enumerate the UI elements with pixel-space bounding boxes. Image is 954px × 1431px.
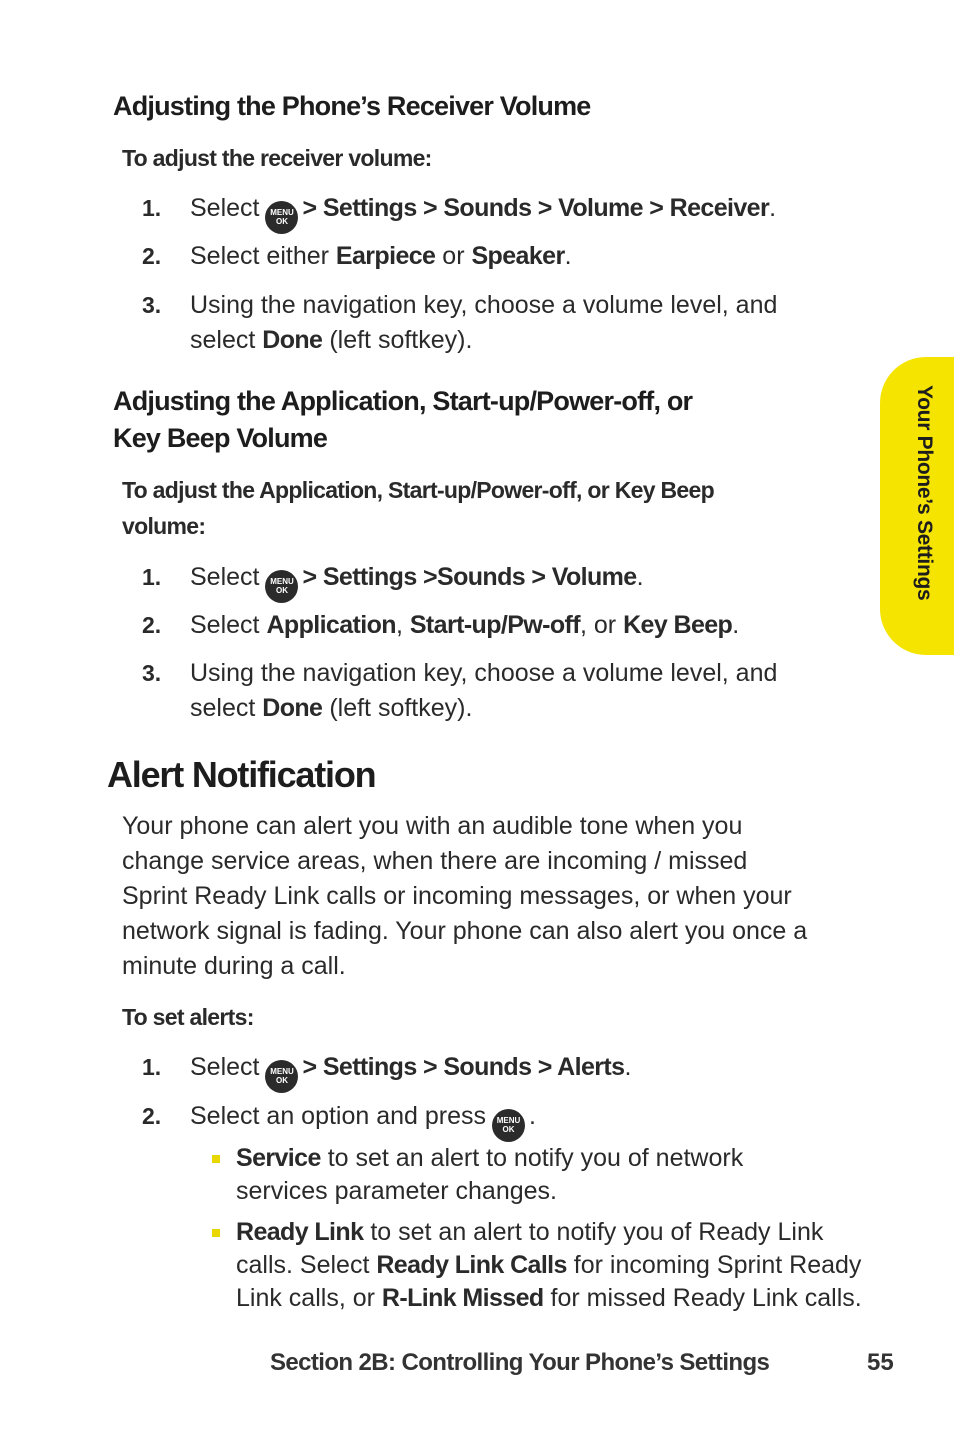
side-tab-label: Your Phone’s Settings [913, 385, 936, 601]
section-title-alert-notification: Alert Notification [107, 754, 376, 795]
bullet-service: Service to set an alert to notify you of network services parameter changes. [236, 1144, 744, 1205]
menu-ok-key-icon: MENU OK [265, 570, 298, 603]
lead-receiver-volume: To adjust the receiver volume: [122, 145, 432, 171]
step-2-key-beep: 2. Select Application, Start-up/Pw-off, or Key Beep. [142, 611, 740, 639]
lead-set-alerts: To set alerts: [122, 1004, 254, 1030]
step-2-receiver: 2. Select either Earpiece or Speaker. [142, 242, 572, 270]
menu-ok-key-icon: MENU OK [265, 201, 298, 234]
footer-section-title: Section 2B: Controlling Your Phone’s Settings [270, 1349, 770, 1376]
menu-ok-key-icon: MENU OK [492, 1109, 525, 1142]
step-2-alerts: 2. Select an option and press MENU OK . [0, 1099, 900, 1135]
lead-key-beep-volume: To adjust the Application, Start-up/Power-off, or Key Beep volume: [122, 477, 714, 539]
step-1-key-beep: 1. Select MENU OK > Settings >Sounds > Volume. [0, 560, 900, 596]
section-heading-key-beep-volume: Adjusting the Application, Start-up/Power-off, or Key Beep Volume [113, 386, 693, 453]
step-3-key-beep: 3. Using the navigation key, choose a volume level, and select Done (left softkey). [142, 659, 778, 722]
step-3-receiver: 3. Using the navigation key, choose a volume level, and select Done (left softkey). [142, 291, 778, 354]
menu-ok-key-icon: MENU OK [265, 1060, 298, 1093]
step-1-receiver: 1. Select MENU OK > Settings > Sounds > Volume > Receiver. [0, 191, 900, 227]
page-number: 55 [867, 1349, 894, 1376]
bullet-ready-link: Ready Link to set an alert to notify you of Ready Link calls. Select Ready Link Calls for incoming Sprint Ready Link calls, or R-Link Missed for missed Ready Link calls. [236, 1218, 862, 1312]
bullet-square-icon [212, 1229, 220, 1237]
step-1-alerts: 1. Select MENU OK > Settings > Sounds > Alerts. [0, 1050, 900, 1086]
alert-description: Your phone can alert you with an audible tone when you change service areas, when there are incoming / missed Sprint Ready Link calls or incoming messages, or when your network signal is fading. Your phone can also alert you once a minute during a call. [122, 812, 808, 980]
section-heading-receiver-volume: Adjusting the Phone’s Receiver Volume [113, 91, 591, 121]
bullet-square-icon [212, 1155, 220, 1163]
